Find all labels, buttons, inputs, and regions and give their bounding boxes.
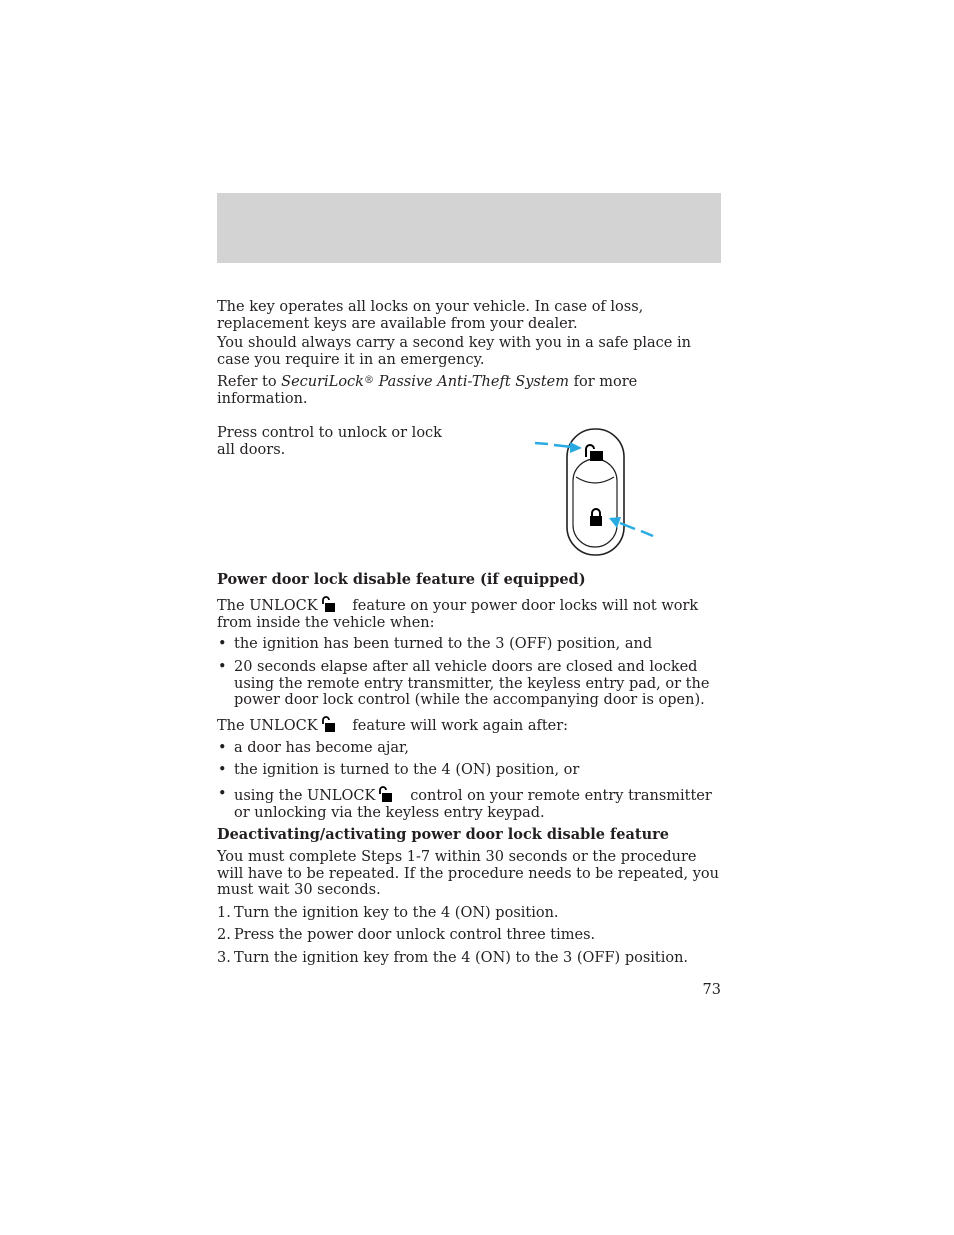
intro-paragraph-3 <box>217 373 721 407</box>
disable-paragraph-1 <box>217 596 721 631</box>
arrow-to-unlock <box>535 442 582 453</box>
step-3: Turn the ignition key from the 4 (ON) to the 3 (OFF) position. <box>234 950 689 966</box>
switch-inner-outline <box>573 459 617 547</box>
unlock-icon <box>378 786 392 802</box>
enable-bullet-1: a door has become ajar, <box>234 740 409 756</box>
work-again-text: feature will work again after: <box>352 718 569 734</box>
ref-system-name-rest: Passive Anti-Theft System <box>373 374 570 390</box>
disable-feature-heading: Power door lock disable feature (if equipped) <box>217 571 586 588</box>
ref-text: Refer to <box>217 374 282 390</box>
unlock-word: using the UNLOCK <box>234 788 376 804</box>
unlock-icon <box>586 445 603 461</box>
page-number: 73 <box>702 982 721 998</box>
enable-bullet-3 <box>234 786 722 821</box>
step-1: Turn the ignition key to the 4 (ON) position. <box>234 905 559 921</box>
lock-icon <box>590 509 602 526</box>
intro-paragraph-1: The key operates all locks on your vehicle. In case of loss, replacement keys are available from your dealer. <box>217 299 644 332</box>
door-lock-switch-illustration <box>530 425 660 560</box>
switch-divider <box>576 477 614 483</box>
intro-paragraph-2: You should always carry a second key with you in a safe place in case you require it in an emergency. <box>217 335 691 368</box>
remote-entry-text: control on your remote entry transmitter or unlocking via the keyless entry keypad. <box>234 788 712 821</box>
door-lock-switch-figure <box>530 425 660 560</box>
ref-system-name: SecuriLock <box>281 374 364 390</box>
ref-text-end: for more information. <box>217 374 638 407</box>
step-number: 2. <box>217 927 231 943</box>
step-number: 1. <box>217 905 231 921</box>
step-2: Press the power door unlock control three times. <box>234 927 596 943</box>
enable-bullet-2: the ignition is turned to the 4 (ON) position, or <box>234 762 580 778</box>
disable-bullet-1: the ignition has been turned to the 3 (OFF) position, and <box>234 636 653 652</box>
unlock-word: The UNLOCK <box>217 598 318 614</box>
power-lock-instruction: Press control to unlock or lock all doors. <box>217 425 442 458</box>
step-number: 3. <box>217 950 231 966</box>
disable-paragraph-2 <box>217 716 721 735</box>
unlock-icon <box>321 716 335 732</box>
deactivating-heading: Deactivating/activating power door lock disable feature <box>217 826 669 843</box>
registered-mark: ® <box>363 375 374 386</box>
unlock-word: The UNLOCK <box>217 718 318 734</box>
bullet-marker: • <box>218 659 227 675</box>
bullet-marker: • <box>218 740 227 756</box>
disable-condition-text: feature on your power door locks will not work from inside the vehicle when: <box>217 598 699 631</box>
bullet-marker: • <box>218 636 227 652</box>
deactivating-paragraph: You must complete Steps 1-7 within 30 seconds or the procedure will have to be repeated. If the procedure needs to be repeated, you must wait 30 seconds. <box>217 849 719 898</box>
section-header-band <box>217 193 721 263</box>
bullet-marker: • <box>218 786 227 802</box>
disable-bullet-2: 20 seconds elapse after all vehicle doors are closed and locked using the remote entry transmitter, the keyless entry pad, or the power door lock control (while the accompanying door is open). <box>234 659 710 708</box>
unlock-icon <box>321 596 335 612</box>
bullet-marker: • <box>218 762 227 778</box>
